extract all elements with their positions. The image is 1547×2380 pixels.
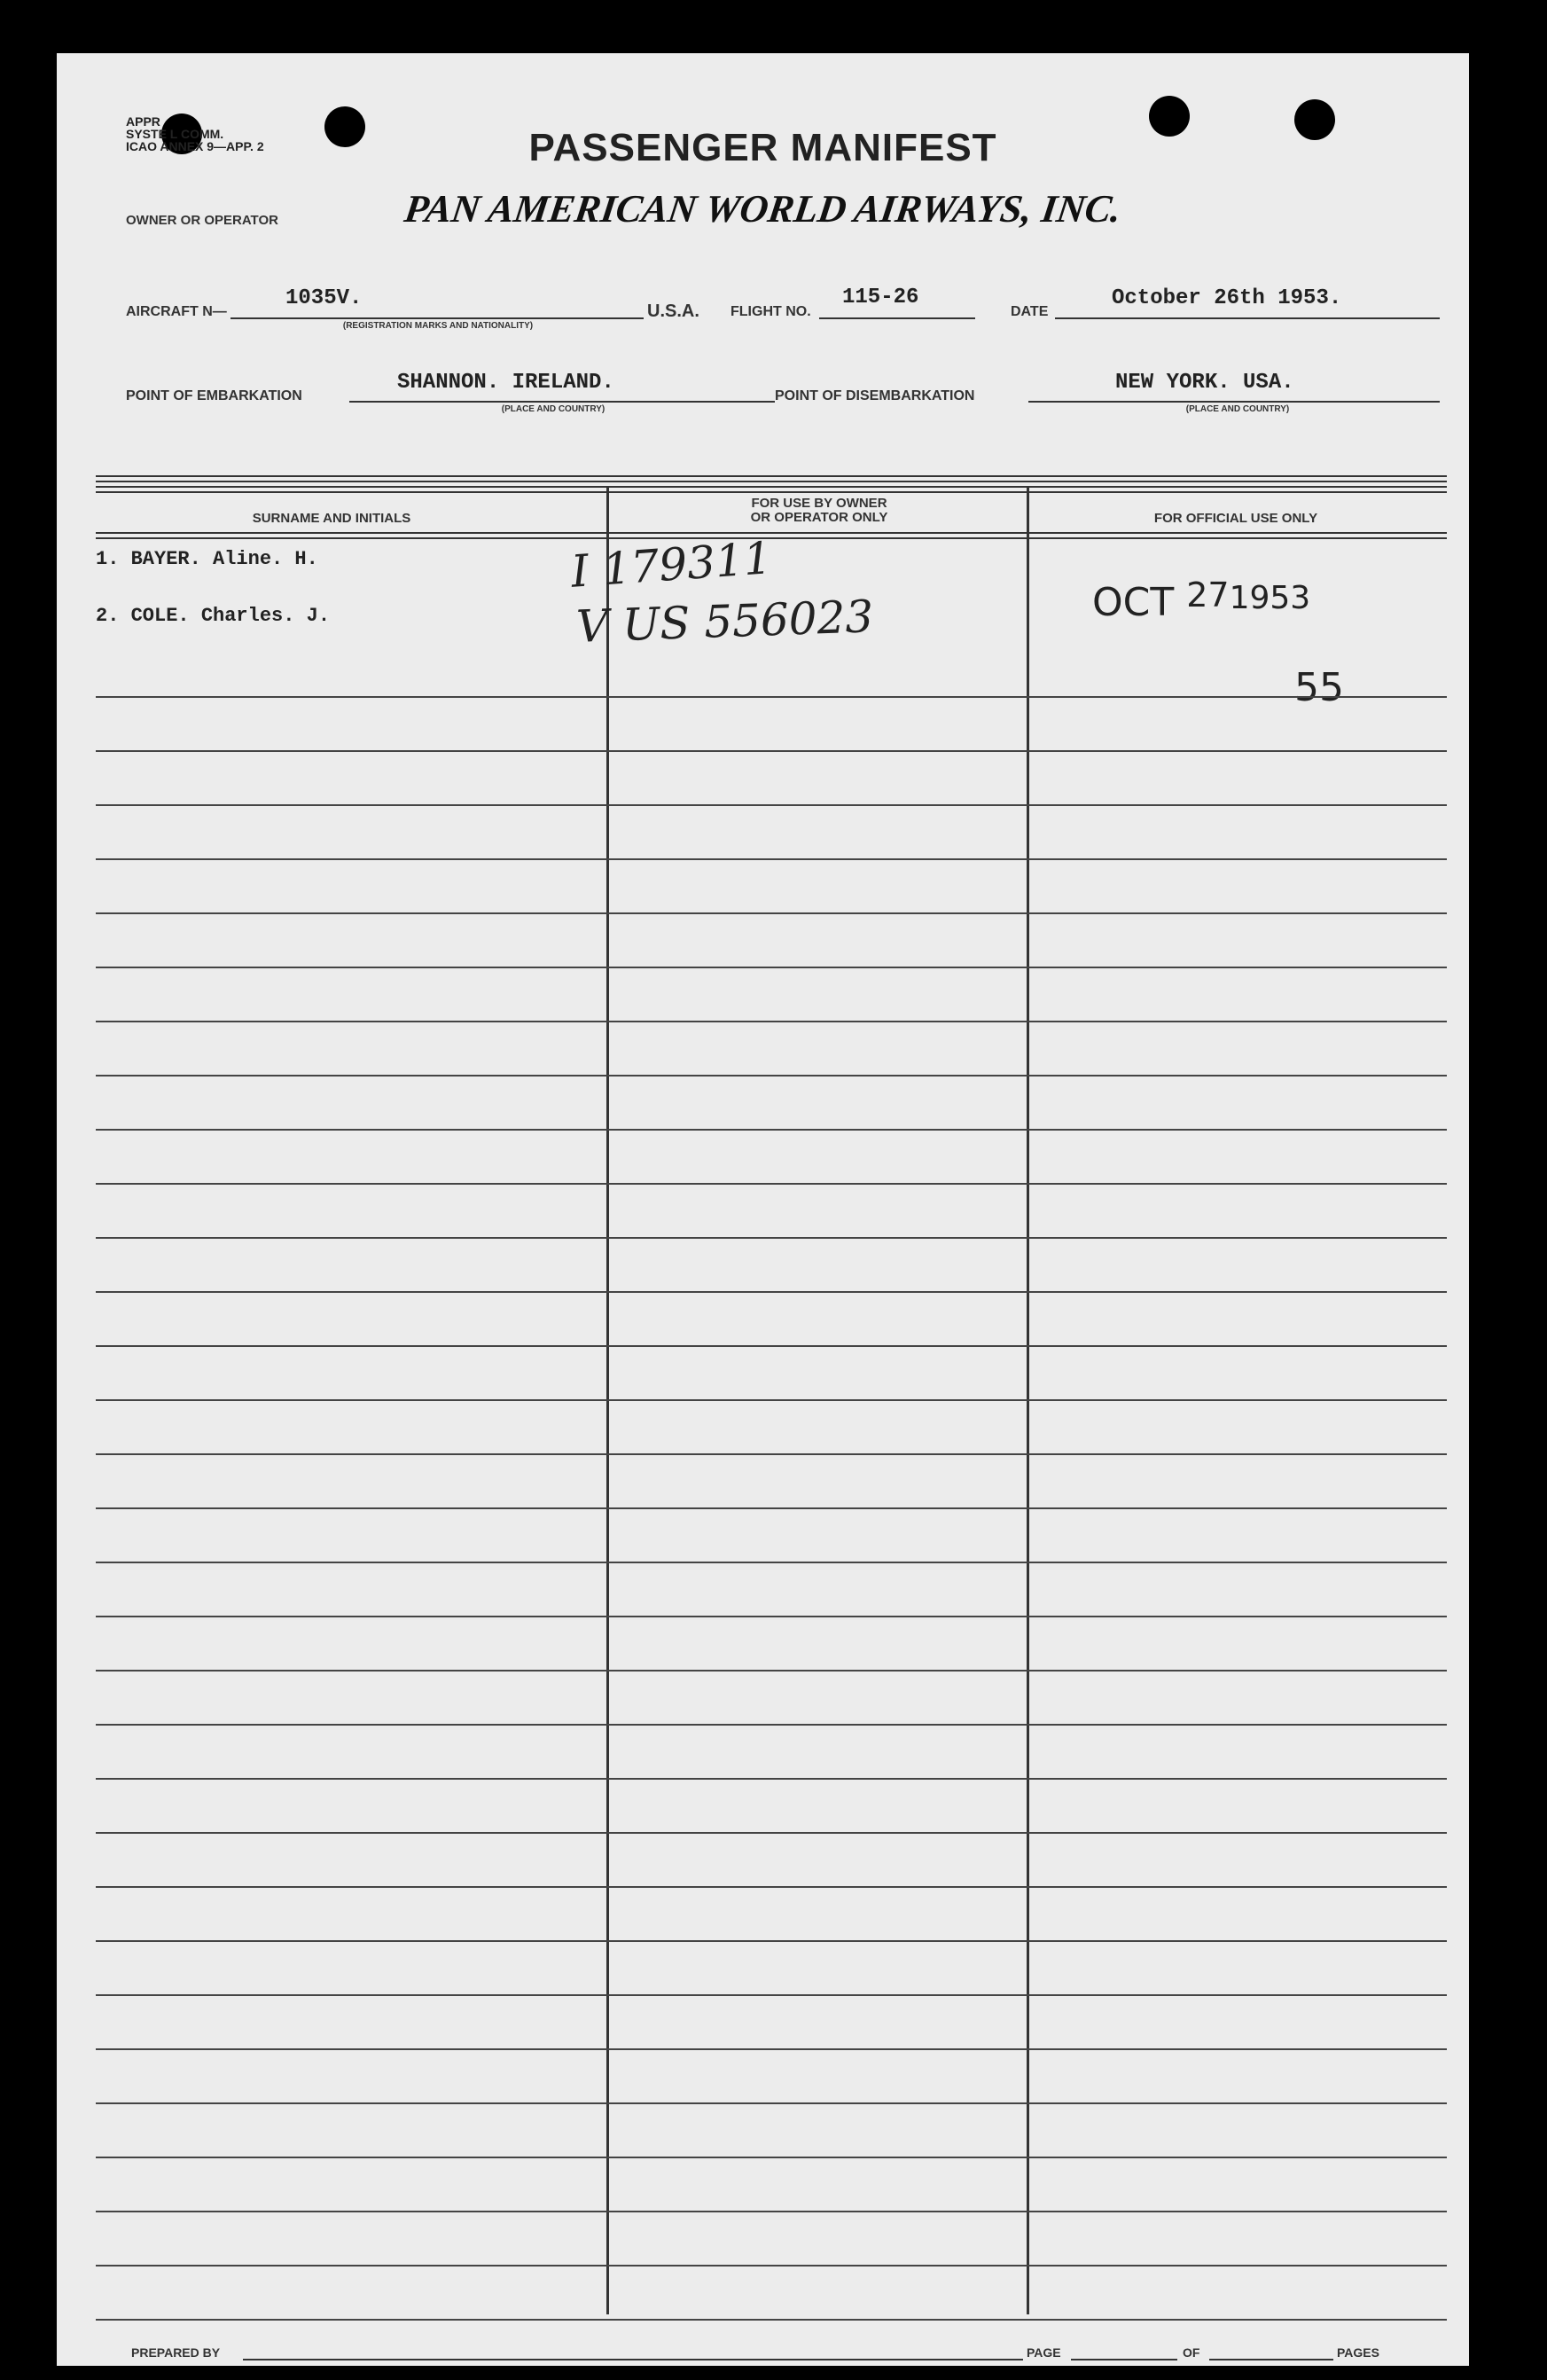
disembarkation-fill-line bbox=[1028, 401, 1440, 403]
table-row bbox=[96, 1942, 1447, 1996]
airline-name: PAN AMERICAN WORLD AIRWAYS, INC. bbox=[402, 187, 1124, 231]
owner-note-handwritten: V US 556023 bbox=[575, 591, 875, 653]
table-header-rule bbox=[96, 532, 1447, 539]
passenger-name: 1. BAYER. Aline. H. bbox=[96, 548, 318, 570]
table-row bbox=[96, 1347, 1447, 1401]
table-top-rule bbox=[96, 475, 1447, 482]
page-label: PAGE bbox=[1027, 2345, 1061, 2360]
column-header-owner-line2: OR OPERATOR ONLY bbox=[750, 510, 888, 525]
column-header-owner bbox=[624, 497, 1014, 525]
table-row bbox=[96, 752, 1447, 806]
table-row bbox=[96, 2266, 1447, 2321]
page-title: PASSENGER MANIFEST bbox=[528, 126, 997, 169]
pages-fill-line bbox=[1209, 2359, 1333, 2360]
page-fill-line bbox=[1071, 2359, 1177, 2360]
flight-label: FLIGHT NO. bbox=[731, 304, 811, 319]
table-row bbox=[96, 1726, 1447, 1780]
embarkation-label: POINT OF EMBARKATION bbox=[126, 388, 302, 403]
stamp-year: 1953 bbox=[1229, 580, 1311, 616]
column-header-official: FOR OFFICIAL USE ONLY bbox=[1153, 511, 1318, 526]
table-row bbox=[96, 644, 1447, 698]
table-row bbox=[96, 1293, 1447, 1347]
table-row bbox=[96, 1780, 1447, 1834]
prepared-by-label: PREPARED BY bbox=[131, 2345, 221, 2360]
table-row bbox=[96, 2212, 1447, 2266]
manifest-sheet bbox=[57, 53, 1469, 2366]
pages-label: PAGES bbox=[1337, 2345, 1379, 2360]
owner-note-handwritten: I 179311 bbox=[569, 532, 774, 598]
table-row bbox=[96, 914, 1447, 968]
table-row bbox=[96, 1834, 1447, 1888]
aircraft-fill-line bbox=[230, 317, 644, 319]
usa-label: U.S.A. bbox=[647, 301, 699, 321]
approval-line: APPR bbox=[126, 114, 160, 129]
table-row bbox=[96, 1455, 1447, 1509]
table-row bbox=[96, 1401, 1447, 1455]
table-row bbox=[96, 2158, 1447, 2212]
table-row bbox=[96, 968, 1447, 1022]
disembarkation-value: NEW YORK. USA. bbox=[1115, 371, 1294, 395]
table-rows bbox=[96, 644, 1447, 2321]
table-row bbox=[96, 1131, 1447, 1185]
table-top-rule bbox=[96, 486, 1447, 493]
official-date-stamp bbox=[1092, 575, 1311, 625]
approval-line: ICAO ANNEX 9—APP. 2 bbox=[126, 139, 264, 153]
official-number-stamp: 55 bbox=[1294, 665, 1344, 710]
table-row bbox=[96, 806, 1447, 860]
table-row bbox=[96, 1185, 1447, 1239]
embarkation-sublabel: (PLACE AND COUNTRY) bbox=[501, 404, 606, 414]
of-label: OF bbox=[1183, 2345, 1200, 2360]
stamp-day: 27 bbox=[1186, 575, 1230, 615]
embarkation-fill-line bbox=[349, 401, 775, 403]
table-row bbox=[96, 1022, 1447, 1076]
column-header-surname: SURNAME AND INITIALS bbox=[252, 511, 411, 526]
flight-fill-line bbox=[819, 317, 975, 319]
table-row bbox=[96, 1996, 1447, 2050]
disembarkation-sublabel: (PLACE AND COUNTRY) bbox=[1185, 404, 1290, 414]
date-fill-line bbox=[1055, 317, 1440, 319]
table-row bbox=[96, 2104, 1447, 2158]
table-row bbox=[96, 860, 1447, 914]
table-row bbox=[96, 1509, 1447, 1563]
passenger-name: 2. COLE. Charles. J. bbox=[96, 605, 331, 627]
approval-line: SYSTE L COMM. bbox=[126, 127, 224, 141]
aircraft-sublabel: (REGISTRATION MARKS AND NATIONALITY) bbox=[342, 321, 534, 331]
table-row bbox=[96, 2050, 1447, 2104]
date-label: DATE bbox=[1011, 304, 1049, 319]
prepared-by-fill-line bbox=[243, 2359, 1023, 2360]
stamp-month: OCT bbox=[1092, 580, 1175, 625]
owner-operator-label: OWNER OR OPERATOR bbox=[126, 213, 278, 228]
embarkation-value: SHANNON. IRELAND. bbox=[397, 371, 614, 395]
table-row bbox=[96, 1671, 1447, 1726]
table-row bbox=[96, 1617, 1447, 1671]
table-row bbox=[96, 1563, 1447, 1617]
flight-value: 115-26 bbox=[842, 286, 919, 309]
table-row bbox=[96, 1076, 1447, 1131]
date-value: October 26th 1953. bbox=[1112, 286, 1342, 310]
disembarkation-label: POINT OF DISEMBARKATION bbox=[775, 388, 975, 403]
table-row bbox=[96, 698, 1447, 752]
aircraft-value: 1035V. bbox=[285, 286, 363, 310]
table-row bbox=[96, 1239, 1447, 1293]
table-row bbox=[96, 1888, 1447, 1942]
column-header-owner-line1: FOR USE BY OWNER bbox=[751, 496, 887, 511]
aircraft-label: AIRCRAFT N— bbox=[126, 304, 227, 319]
